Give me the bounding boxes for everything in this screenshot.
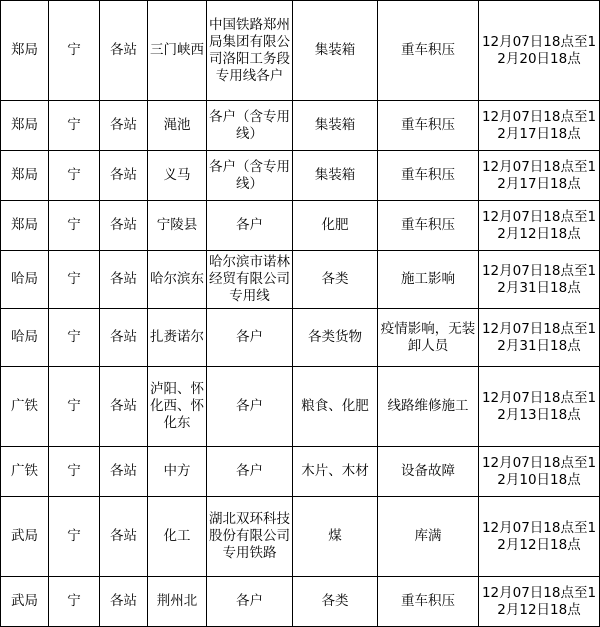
cargo-cell: 集装箱 xyxy=(293,101,378,151)
cargo-cell: 各类 xyxy=(293,251,378,309)
period-cell: 12月07日18点至12月12日18点 xyxy=(479,577,600,627)
scope-cell: 各站 xyxy=(100,251,148,309)
period-cell: 12月07日18点至12月31日18点 xyxy=(479,251,600,309)
cargo-cell: 各类 xyxy=(293,577,378,627)
consignee-cell: 中国铁路郑州局集团有限公司洛阳工务段专用线各户 xyxy=(207,1,293,101)
bureau-cell: 武局 xyxy=(1,497,49,577)
station-cell: 三门峡西 xyxy=(148,1,207,101)
bureau-cell: 广铁 xyxy=(1,367,49,447)
consignee-cell: 各户（含专用线） xyxy=(207,101,293,151)
bureau-cell: 郑局 xyxy=(1,1,49,101)
cargo-cell: 木片、木材 xyxy=(293,447,378,497)
consignee-cell: 各户 xyxy=(207,577,293,627)
station-cell: 义马 xyxy=(148,151,207,201)
target-cell: 宁 xyxy=(49,201,100,251)
table-row xyxy=(1,201,600,251)
cargo-cell: 煤 xyxy=(293,497,378,577)
bureau-cell: 郑局 xyxy=(1,151,49,201)
target-cell: 宁 xyxy=(49,367,100,447)
period-cell: 12月07日18点至12月17日18点 xyxy=(479,151,600,201)
cargo-cell: 粮食、化肥 xyxy=(293,367,378,447)
cargo-cell: 化肥 xyxy=(293,201,378,251)
table-row xyxy=(1,447,600,497)
period-cell: 12月07日18点至12月10日18点 xyxy=(479,447,600,497)
reason-cell: 重车积压 xyxy=(378,1,479,101)
reason-cell: 重车积压 xyxy=(378,151,479,201)
bureau-cell: 郑局 xyxy=(1,201,49,251)
bureau-cell: 武局 xyxy=(1,577,49,627)
station-cell: 扎赉诺尔 xyxy=(148,309,207,367)
scope-cell: 各站 xyxy=(100,151,148,201)
period-cell: 12月07日18点至12月17日18点 xyxy=(479,101,600,151)
reason-cell: 库满 xyxy=(378,497,479,577)
target-cell: 宁 xyxy=(49,101,100,151)
consignee-cell: 各户（含专用线） xyxy=(207,151,293,201)
station-cell: 化工 xyxy=(148,497,207,577)
table-body xyxy=(1,1,600,627)
target-cell: 宁 xyxy=(49,577,100,627)
scope-cell: 各站 xyxy=(100,101,148,151)
scope-cell: 各站 xyxy=(100,577,148,627)
consignee-cell: 哈尔滨市诺林经贸有限公司专用线 xyxy=(207,251,293,309)
target-cell: 宁 xyxy=(49,251,100,309)
cargo-cell: 各类货物 xyxy=(293,309,378,367)
scope-cell: 各站 xyxy=(100,447,148,497)
cargo-cell: 集装箱 xyxy=(293,151,378,201)
station-cell: 哈尔滨东 xyxy=(148,251,207,309)
reason-cell: 施工影响 xyxy=(378,251,479,309)
bureau-cell: 广铁 xyxy=(1,447,49,497)
target-cell: 宁 xyxy=(49,1,100,101)
table-row xyxy=(1,497,600,577)
bureau-cell: 哈局 xyxy=(1,251,49,309)
station-cell: 渑池 xyxy=(148,101,207,151)
consignee-cell: 各户 xyxy=(207,201,293,251)
cargo-cell: 集装箱 xyxy=(293,1,378,101)
period-cell: 12月07日18点至12月31日18点 xyxy=(479,309,600,367)
target-cell: 宁 xyxy=(49,497,100,577)
scope-cell: 各站 xyxy=(100,497,148,577)
reason-cell: 疫情影响，无装卸人员 xyxy=(378,309,479,367)
target-cell: 宁 xyxy=(49,309,100,367)
bureau-cell: 哈局 xyxy=(1,309,49,367)
table-row xyxy=(1,367,600,447)
scope-cell: 各站 xyxy=(100,309,148,367)
station-cell: 荆州北 xyxy=(148,577,207,627)
scope-cell: 各站 xyxy=(100,201,148,251)
scope-cell: 各站 xyxy=(100,1,148,101)
target-cell: 宁 xyxy=(49,447,100,497)
consignee-cell: 各户 xyxy=(207,367,293,447)
reason-cell: 重车积压 xyxy=(378,101,479,151)
table-row xyxy=(1,251,600,309)
table-row xyxy=(1,151,600,201)
consignee-cell: 各户 xyxy=(207,447,293,497)
consignee-cell: 各户 xyxy=(207,309,293,367)
bureau-cell: 郑局 xyxy=(1,101,49,151)
consignee-cell: 湖北双环科技股份有限公司专用铁路 xyxy=(207,497,293,577)
reason-cell: 线路维修施工 xyxy=(378,367,479,447)
reason-cell: 重车积压 xyxy=(378,577,479,627)
station-cell: 宁陵县 xyxy=(148,201,207,251)
scope-cell: 各站 xyxy=(100,367,148,447)
period-cell: 12月07日18点至12月13日18点 xyxy=(479,367,600,447)
period-cell: 12月07日18点至12月12日18点 xyxy=(479,497,600,577)
reason-cell: 重车积压 xyxy=(378,201,479,251)
period-cell: 12月07日18点至12月20日18点 xyxy=(479,1,600,101)
station-cell: 泸阳、怀化西、怀化东 xyxy=(148,367,207,447)
target-cell: 宁 xyxy=(49,151,100,201)
table-row xyxy=(1,309,600,367)
table-row xyxy=(1,577,600,627)
table-row xyxy=(1,101,600,151)
table-row xyxy=(1,1,600,101)
station-cell: 中方 xyxy=(148,447,207,497)
period-cell: 12月07日18点至12月12日18点 xyxy=(479,201,600,251)
reason-cell: 设备故障 xyxy=(378,447,479,497)
